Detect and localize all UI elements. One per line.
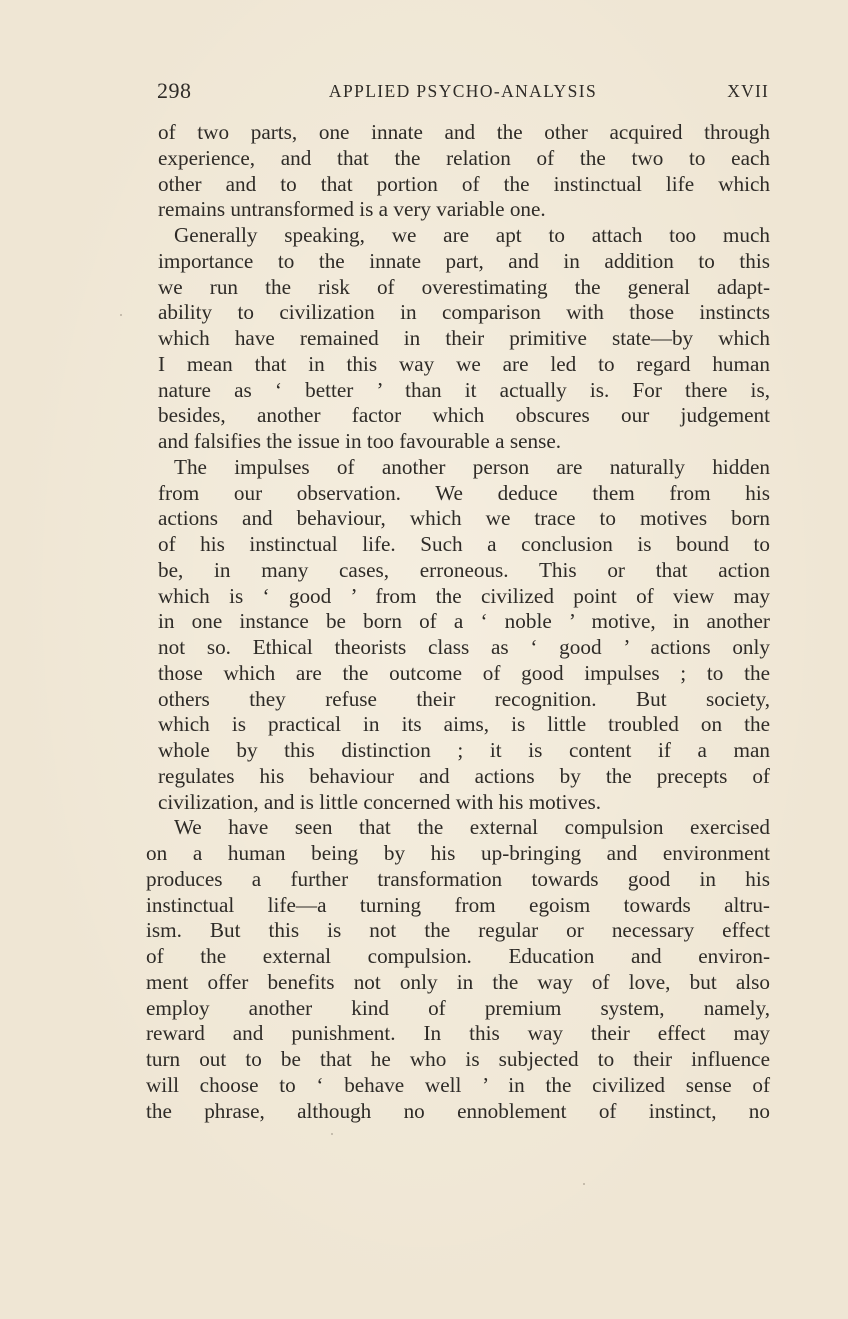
text-line: other and to that portion of the instinctual life which	[158, 171, 770, 196]
text-line: those which are the outcome of good impulses ; to the	[158, 660, 770, 685]
text-line: on a human being by his up-bringing and environment	[146, 841, 770, 865]
paper-speck	[120, 314, 122, 316]
text-line: produces a further transformation towards good in his	[146, 866, 770, 891]
text-line: ment offer benefits not only in the way of love, but also	[146, 969, 770, 994]
text-line: remains untransformed is a very variable one.	[158, 197, 546, 222]
text-line: not so. Ethical theorists class as ‘ good ’ actions only	[158, 635, 770, 659]
text-line: of two parts, one innate and the other acquired through	[158, 120, 770, 144]
text-line: be, in many cases, erroneous. This or that action	[158, 557, 770, 582]
page-number: 298	[157, 78, 192, 103]
text-line: others they refuse their recognition. But society,	[158, 686, 770, 711]
text-line: nature as ‘ better ’ than it actually is. For there is,	[158, 377, 770, 402]
text-line: of the external compulsion. Education and environ-	[146, 944, 770, 968]
text-line: from our observation. We deduce them from his	[158, 480, 770, 505]
paper-speck	[583, 1183, 585, 1185]
chapter-numeral: XVII	[727, 81, 769, 101]
text-line: whole by this distinction ; it is content if a man	[158, 738, 770, 762]
text-line: which is practical in its aims, is little troubled on the	[158, 712, 770, 737]
text-line: besides, another factor which obscures our judgement	[158, 403, 770, 428]
paragraph-start-line: Generally speaking, we are apt to attach too much	[174, 223, 770, 247]
text-line: will choose to ‘ behave well ’ in the civilized sense of	[146, 1072, 770, 1097]
running-title: APPLIED PSYCHO-ANALYSIS	[328, 81, 598, 101]
paragraph-start-line: We have seen that the external compulsion exercised	[174, 815, 770, 840]
text-line: of his instinctual life. Such a conclusion is bound to	[158, 532, 770, 556]
text-line: in one instance be born of a ‘ noble ’ motive, in another	[158, 609, 770, 634]
text-line: regulates his behaviour and actions by the precepts of	[158, 763, 770, 788]
text-line: which have remained in their primitive state—by which	[158, 326, 770, 350]
text-line: turn out to be that he who is subjected to their influence	[146, 1047, 770, 1071]
text-line: reward and punishment. In this way their effect may	[146, 1021, 770, 1046]
paper-speck	[331, 1133, 333, 1135]
text-line: experience, and that the relation of the two to each	[158, 145, 770, 170]
text-line: and falsifies the issue in too favourable a sense.	[158, 429, 562, 453]
text-line: the phrase, although no ennoblement of instinct, no	[146, 1098, 770, 1123]
text-line: I mean that in this way we are led to regard human	[158, 351, 770, 376]
running-header	[157, 78, 769, 108]
paragraph-start-line: The impulses of another person are naturally hidden	[174, 454, 770, 479]
text-line: actions and behaviour, which we trace to motives born	[158, 506, 770, 531]
text-line: importance to the innate part, and in addition to this	[158, 248, 770, 273]
text-line: which is ‘ good ’ from the civilized point of view may	[158, 583, 770, 608]
text-line: civilization, and is little concerned with his motives.	[158, 789, 602, 814]
text-line: instinctual life—a turning from egoism towards altru-	[146, 892, 770, 917]
text-line: employ another kind of premium system, namely,	[146, 995, 770, 1020]
text-line: we run the risk of overestimating the general adapt-	[158, 274, 770, 299]
body-text	[146, 120, 770, 1124]
text-line: ability to civilization in comparison with those instincts	[158, 300, 770, 325]
text-line: ism. But this is not the regular or necessary effect	[146, 918, 770, 943]
